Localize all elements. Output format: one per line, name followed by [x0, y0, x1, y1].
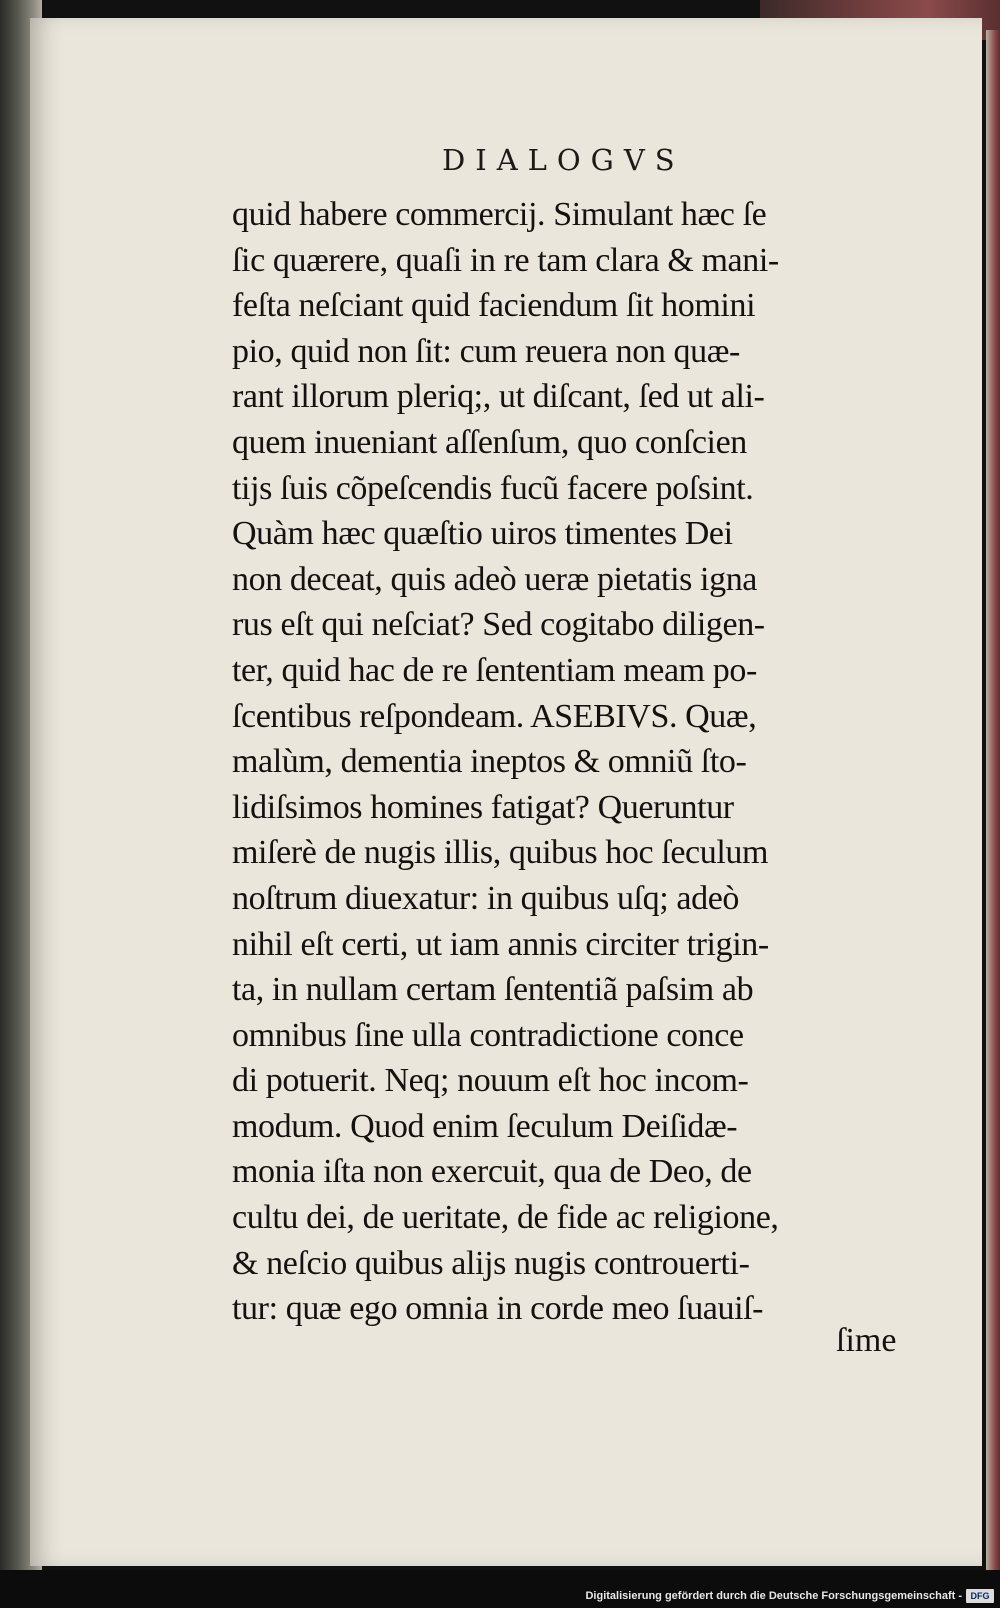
text-line: quid habere commercij. Simulant hæc ſe [232, 196, 767, 233]
text-line: ter, quid hac de re ſententiam meam po- [232, 651, 757, 689]
text-line: rus eſt qui neſciat? Sed cogitabo diligen- [232, 606, 765, 644]
text-line: tur: quæ ego omnia in corde meo ſuauiſ- [232, 1290, 764, 1328]
footer-band [0, 1570, 1000, 1608]
catchword: ſime [836, 1322, 897, 1359]
text-block [232, 192, 912, 1332]
text-line: malùm, dementia ineptos & omniũ ſto- [232, 743, 747, 781]
text-line: nihil eſt certi, ut iam annis circiter trigin- [232, 925, 769, 963]
text-line: Quàm hæc quæſtio uiros timentes Dei [232, 515, 733, 553]
text-line: ſic quærere, quaſi in re tam clara & mani- [232, 241, 779, 279]
text-line: lidiſsimos homines fatigat? Queruntur [232, 788, 734, 826]
book-edge-right [986, 30, 1000, 1570]
text-line: cultu dei, de ueritate, de fide ac religione, [232, 1199, 779, 1237]
running-head: DIALOGVS [442, 143, 685, 177]
text-line: ta, in nullam certam ſententiã paſsim ab [232, 971, 754, 1009]
text-line: tijs ſuis cõpeſcendis fucũ facere poſsint. [232, 469, 754, 507]
text-line: omnibus ſine ulla contradictione conce [232, 1016, 744, 1054]
text-line: ſcentibus reſpondeam. ASEBIVS. Quæ, [232, 697, 757, 735]
text-line: noſtrum diuexatur: in quibus uſq; adeò [232, 879, 740, 917]
text-line: & neſcio quibus alijs nugis controuerti- [232, 1244, 750, 1282]
dfg-logo: DFG [966, 1589, 994, 1603]
text-line: modum. Quod enim ſeculum Deiſidæ- [232, 1107, 738, 1145]
text-line: pio, quid non ſit: cum reuera non quæ- [232, 332, 740, 370]
text-line: monia iſta non exercuit, qua de Deo, de [232, 1153, 752, 1191]
text-line: quem inueniant aſſenſum, quo conſcien [232, 423, 747, 461]
text-line: di potuerit. Neq; nouum eſt hoc incom- [232, 1062, 749, 1100]
text-line: miſerè de nugis illis, quibus hoc ſeculum [232, 834, 769, 872]
digitization-credit: Digitalisierung gefördert durch die Deutsche Forschungsgemeinschaft - [585, 1590, 962, 1602]
text-line: feſta neſciant quid faciendum ſit homini [232, 287, 756, 325]
text-line: non deceat, quis adeò ueræ pietatis igna [232, 560, 757, 598]
text-line: rant illorum pleriq;, ut diſcant, ſed ut ali- [232, 378, 765, 416]
